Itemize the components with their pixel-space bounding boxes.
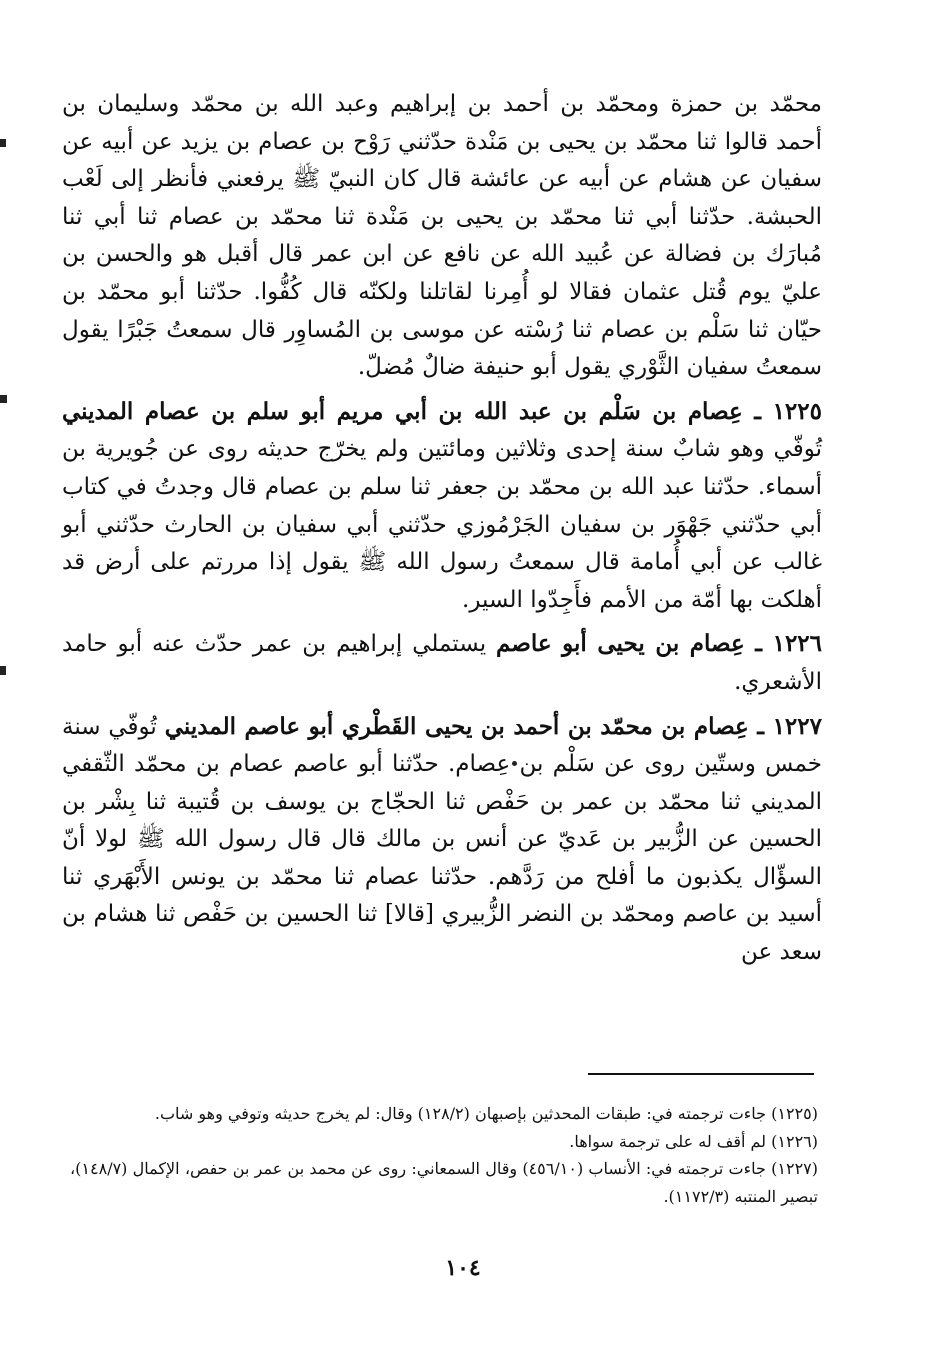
page-number: ١٠٤ [445, 1255, 481, 1281]
main-text [62, 86, 822, 972]
footnotes [70, 1100, 818, 1210]
footnote-1227: (١٢٢٧) جاءت ترجمته في: الأنساب (٤٥٦/١٠) وقال السمعاني: روى عن محمد بن عمر بن حفص، الإكمال (١٤٨/٧)، تبصير المنتبه (١١٧٢/٣). [70, 1159, 819, 1206]
footnote-separator [588, 1073, 814, 1075]
entry-1227 [62, 708, 822, 972]
footnote-1225: (١٢٢٥) جاءت ترجمته في: طبقات المحدثين بإصبهان (١٢٨/٢) وقال: لم يخرج حديثه وتوفي وهو شاب. [154, 1104, 818, 1123]
entry-heading: ١٢٢٧ ـ عِصام بن محمّد بن أحمد بن يحيى القَطْري أبو عاصم المديني [164, 712, 822, 740]
entry-text: تُوفّي سنة خمس وستّين روى عن سَلْم بن عِصام. حدّثنا أبو عاصم عصام بن محمّد الثّقفي المديني ثنا محمّد بن عمر بن حَفْص ثنا الحجّاج بن يوسف بن قُتيبة ثنا بِشْر بن الحسين عن الزُّبير بن عَديّ عن أنس بن مالك قال قال رسول الله ﷺ لولا أنّ السؤّال يكذبون ما أفلح من رَدَّهم. حدّثنا عصام ثنا محمّد بن يونس الأَبْهَري ثنا أسيد بن عاصم ومحمّد بن النضر الزُّبيري [قالا] ثنا الحسين بن حَفْص ثنا هشام بن سعد عن [62, 713, 822, 966]
paragraph-text: محمّد بن حمزة ومحمّد بن أحمد بن إبراهيم وعبد الله بن محمّد وسليمان بن أحمد قالوا ثنا محمّد بن يحيى بن مَنْدة حدّثني رَوْح بن عصام بن يزيد عن أبيه عن سفيان عن هشام عن أبيه عن عائشة قال كان النبيّ ﷺ يرفعني فأنظر إلى لَعْب الحبشة. حدّثنا أبي ثنا محمّد بن يحيى بن مَنْدة ثنا محمّد بن عصام ثنا أبي ثنا مُبارَك بن فضالة عن عُبيد الله عن نافع عن ابن عمر قال أقبل هو والحسن بن عليّ يوم قُتل عثمان فقالا لو أُمِرنا لقاتلنا ولكنّه قال كُفُّوا. حدّثنا أبو محمّد بن حيّان ثنا سَلْم بن عصام ثنا رُسْته عن موسى بن المُساوِر قال سمعتُ جَبْرًا يقول سمعتُ سفيان الثَّوْري يقول أبو حنيفة ضالٌ مُضلّ. [62, 91, 822, 381]
margin-mark [0, 139, 6, 147]
margin-mark [0, 395, 7, 403]
paragraph-continuation [62, 86, 822, 387]
entry-heading: ١٢٢٦ ـ عِصام بن يحيى أبو عاصم [496, 630, 823, 658]
footnote-1226: (١٢٢٦) لم أقف له على ترجمة سواها. [569, 1131, 818, 1151]
entry-1225 [62, 393, 822, 620]
entry-1226 [62, 625, 822, 701]
entry-heading: ١٢٢٥ ـ عِصام بن سَلْم بن عبد الله بن أبي مريم أبو سلم بن عصام المديني [62, 397, 822, 425]
entry-text: يستملي إبراهيم بن عمر حدّث عنه أبو حامد الأشعري. [62, 631, 822, 695]
margin-mark [0, 666, 6, 675]
entry-text: تُوفّي وهو شابٌ سنة إحدى وثلاثين ومائتين ولم يخرّج حديثه روى عن جُويرية بن أسماء. حدّثنا عبد الله بن محمّد بن جعفر ثنا سلم بن عصام قال وجدتُ في كتاب أبي حدّثني جَهْوَر بن سفيان الجَرْمُوزي حدّثني أبي سفيان بن الحارث حدّثني أبو غالب عن أبي أُمامة قال سمعتُ رسول الله ﷺ يقول إذا مررتم على أرض قد أهلكت بها أمّة من الأمم فأَجِدّوا السير. [62, 436, 822, 613]
